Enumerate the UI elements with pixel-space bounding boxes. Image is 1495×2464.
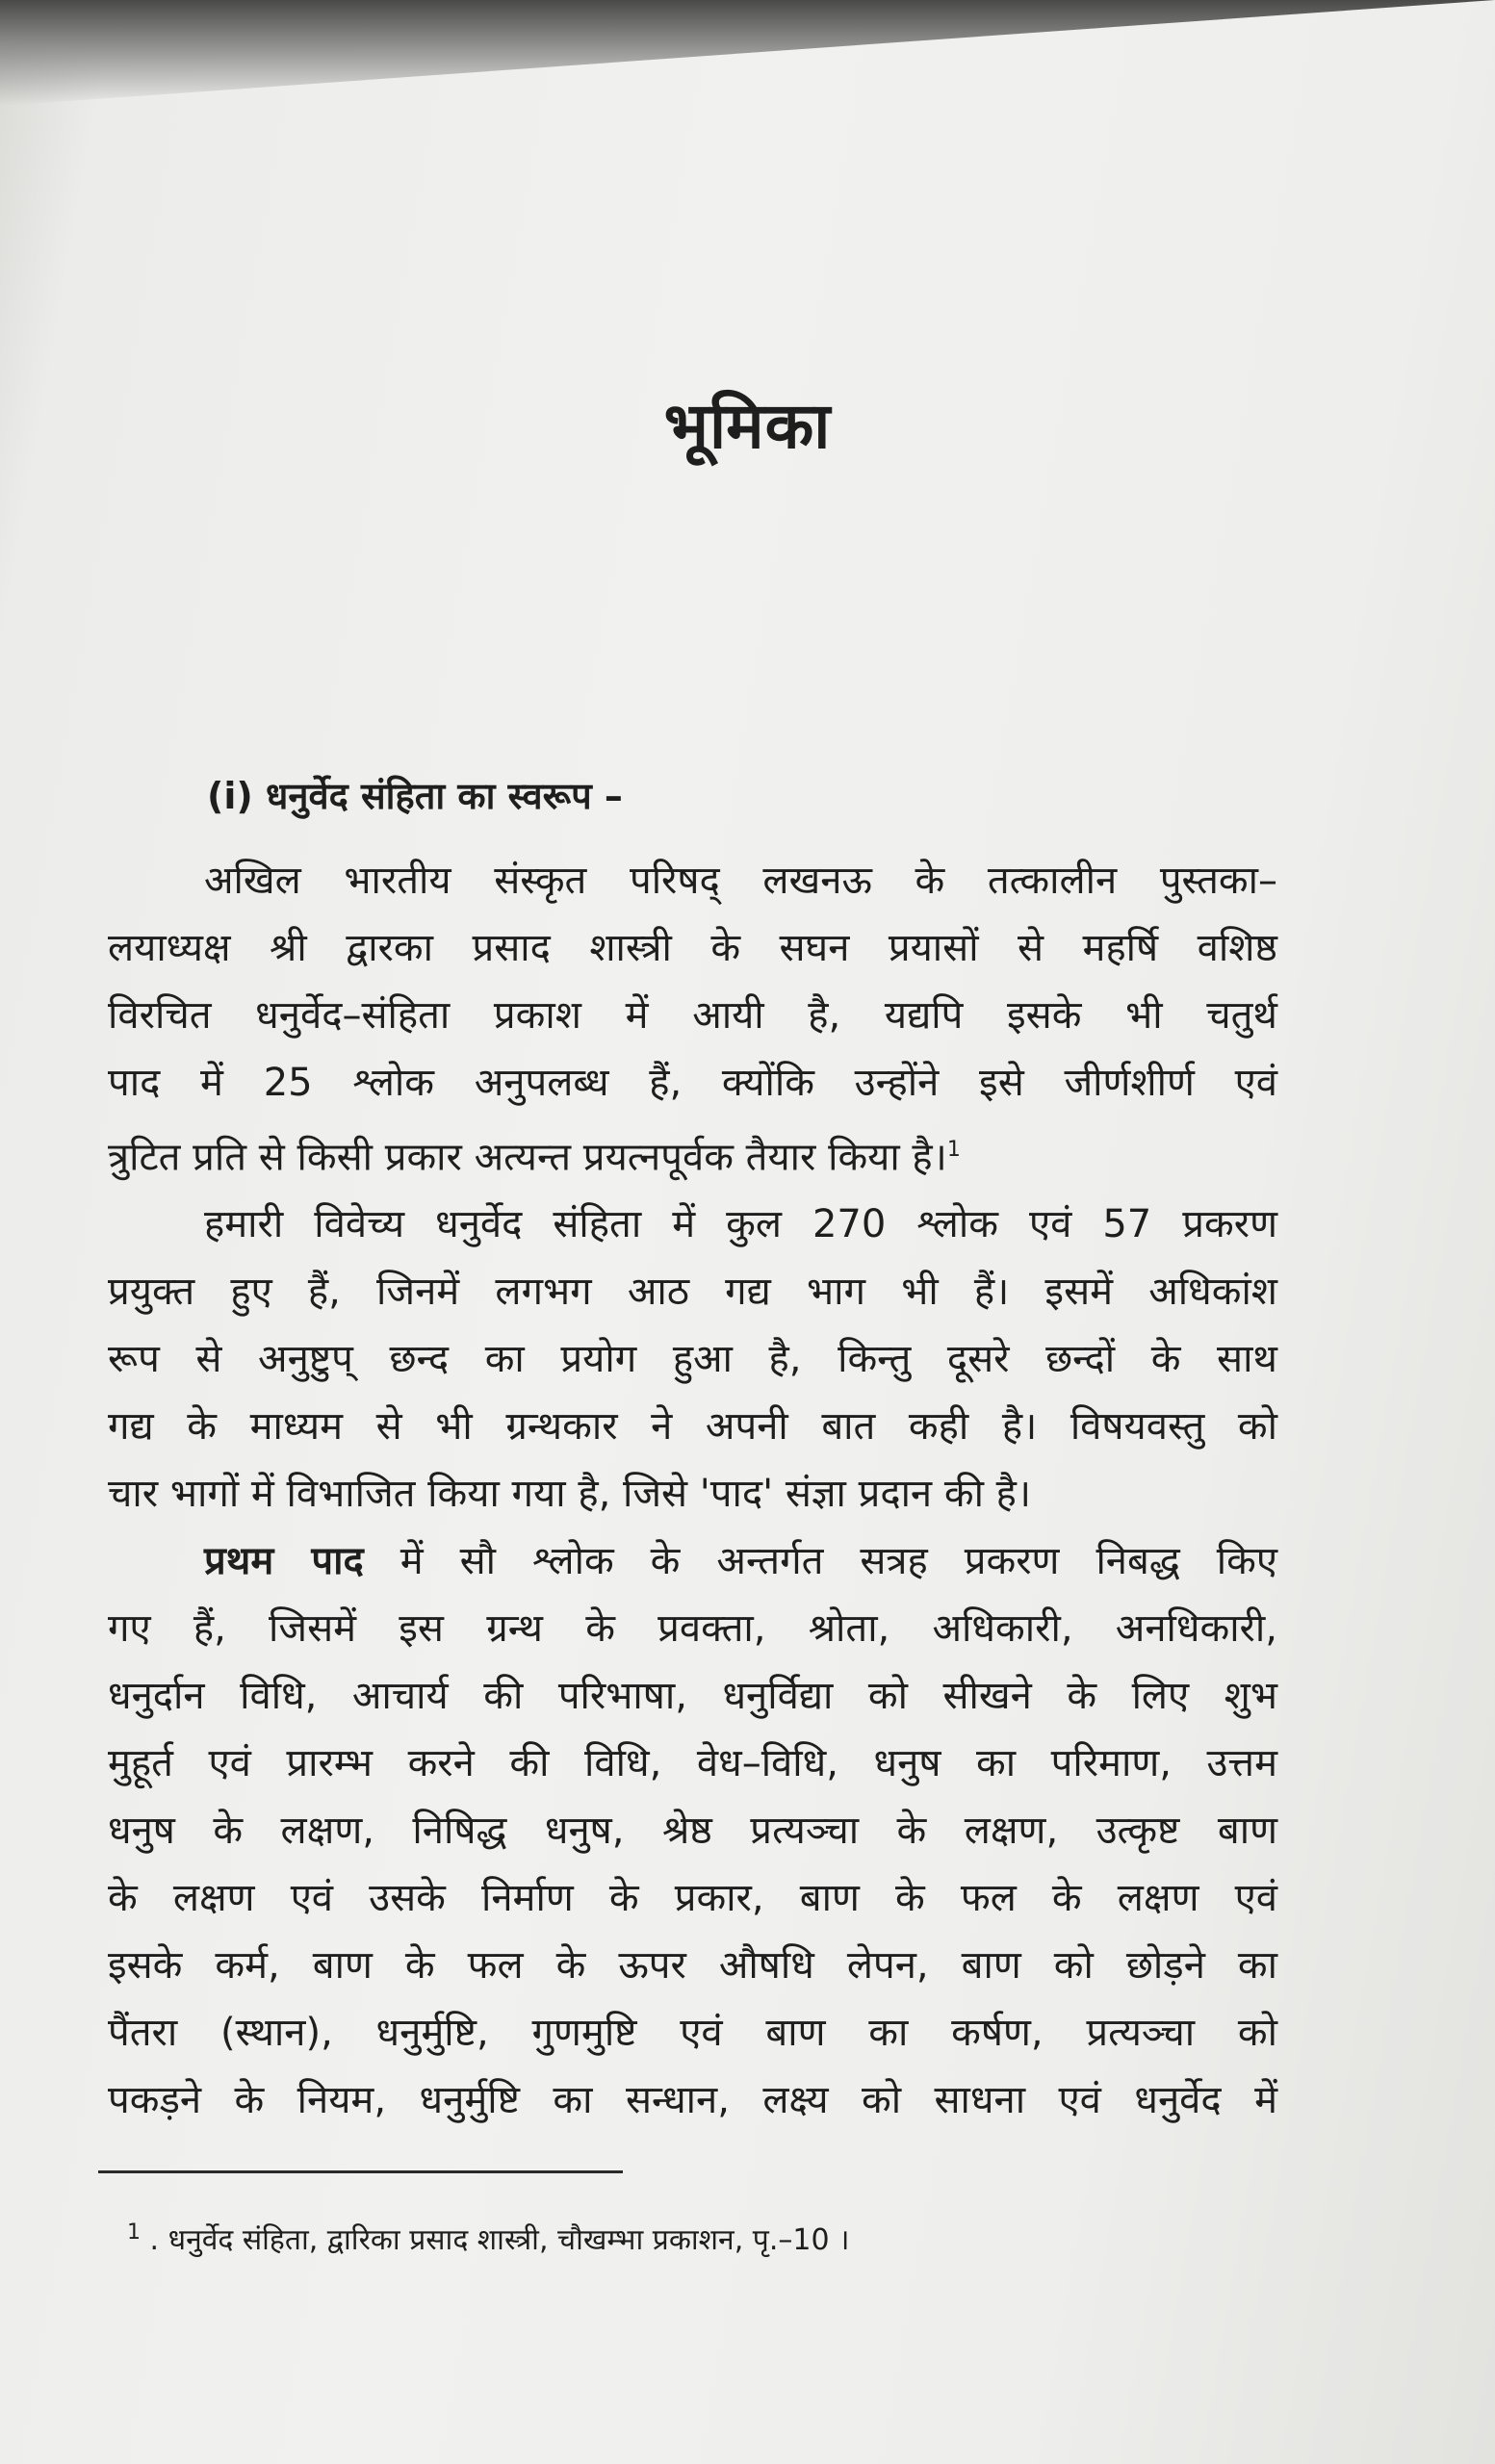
body-text xyxy=(108,847,1277,2134)
para2-line5: चार भागों में विभाजित किया गया है, जिसे 'पाद' संज्ञा प्रदान की है। xyxy=(108,1472,1032,1517)
page-shadow-edge xyxy=(0,0,1495,106)
para2-line1: हमारी विवेच्य धनुर्वेद संहिता में कुल 270 श्लोक एवं 57 प्रकरण xyxy=(204,1202,1277,1247)
footnote-text: . धनुर्वेद संहिता, द्वारिका प्रसाद शास्त्री, चौखम्भा प्रकाशन, पृ.–10 । xyxy=(149,2223,850,2257)
para2-line4: गद्य के माध्यम से भी ग्रन्थकार ने अपनी बात कही है। विषयवस्तु को xyxy=(108,1404,1277,1450)
para3-line4: मुहूर्त एवं प्रारम्भ करने की विधि, वेध–विधि, धनुष का परिमाण, उत्तम xyxy=(108,1741,1277,1786)
footnote-number: 1 xyxy=(127,2220,141,2245)
para1-line3: विरचित धनुर्वेद–संहिता प्रकाश में आयी है, यद्यपि इसके भी चतुर्थ xyxy=(108,993,1277,1038)
para3-line7: इसके कर्म, बाण के फल के ऊपर औषधि लेपन, बाण को छोड़ने का xyxy=(108,1943,1277,1989)
para3-line1-text: में सौ श्लोक के अन्तर्गत सत्रह प्रकरण निबद्ध किए xyxy=(363,1539,1277,1584)
para1-line4: पाद में 25 श्लोक अनुपलब्ध हैं, क्योंकि उन्होंने इसे जीर्णशीर्ण एवं xyxy=(108,1061,1277,1105)
footnote-ref: 1 xyxy=(946,1138,961,1162)
para3-line6: के लक्षण एवं उसके निर्माण के प्रकार, बाण के फल के लक्षण एवं xyxy=(108,1876,1277,1921)
para1-line5 xyxy=(108,1116,1277,1191)
para3-line1 xyxy=(108,1527,1277,1595)
footnote xyxy=(127,2214,849,2260)
section-heading: (i) धनुर्वेद संहिता का स्वरूप – xyxy=(207,775,623,817)
para3-line2: गए हैं, जिसमें इस ग्रन्थ के प्रवक्ता, श्रोता, अधिकारी, अनधिकारी, xyxy=(108,1606,1277,1652)
para1-line2: लयाध्यक्ष श्री द्वारका प्रसाद शास्त्री के सघन प्रयासों से महर्षि वशिष्ठ xyxy=(108,926,1277,970)
para3-line8: पैंतरा (स्थान), धनुर्मुष्टि, गुणमुष्टि एवं बाण का कर्षण, प्रत्यञ्चा को xyxy=(108,2011,1277,2056)
para3-line3: धनुर्दान विधि, आचार्य की परिभाषा, धनुर्विद्या को सीखने के लिए शुभ xyxy=(108,1674,1277,1719)
para3-bold-start: प्रथम पाद xyxy=(204,1539,364,1584)
footnote-divider xyxy=(98,2170,623,2173)
para1-line5-text: त्रुटित प्रति से किसी प्रकार अत्यन्त प्रयत्नपूर्वक तैयार किया है। xyxy=(108,1135,947,1180)
para3-line5: धनुष के लक्षण, निषिद्ध धनुष, श्रेष्ठ प्रत्यञ्चा के लक्षण, उत्कृष्ट बाण xyxy=(108,1809,1277,1854)
para1-line1: अखिल भारतीय संस्कृत परिषद् लखनऊ के तत्कालीन पुस्तका– xyxy=(204,859,1277,903)
para2-line2: प्रयुक्त हुए हैं, जिनमें लगभग आठ गद्य भाग भी हैं। इसमें अधिकांश xyxy=(108,1270,1277,1315)
page-title: भूमिका xyxy=(663,389,832,463)
para2-line3: रूप से अनुष्टुप् छन्द का प्रयोग हुआ है, किन्तु दूसरे छन्दों के साथ xyxy=(108,1337,1277,1382)
para3-line9: पकड़ने के नियम, धनुर्मुष्टि का सन्धान, लक्ष्य को साधना एवं धनुर्वेद में xyxy=(108,2078,1277,2123)
